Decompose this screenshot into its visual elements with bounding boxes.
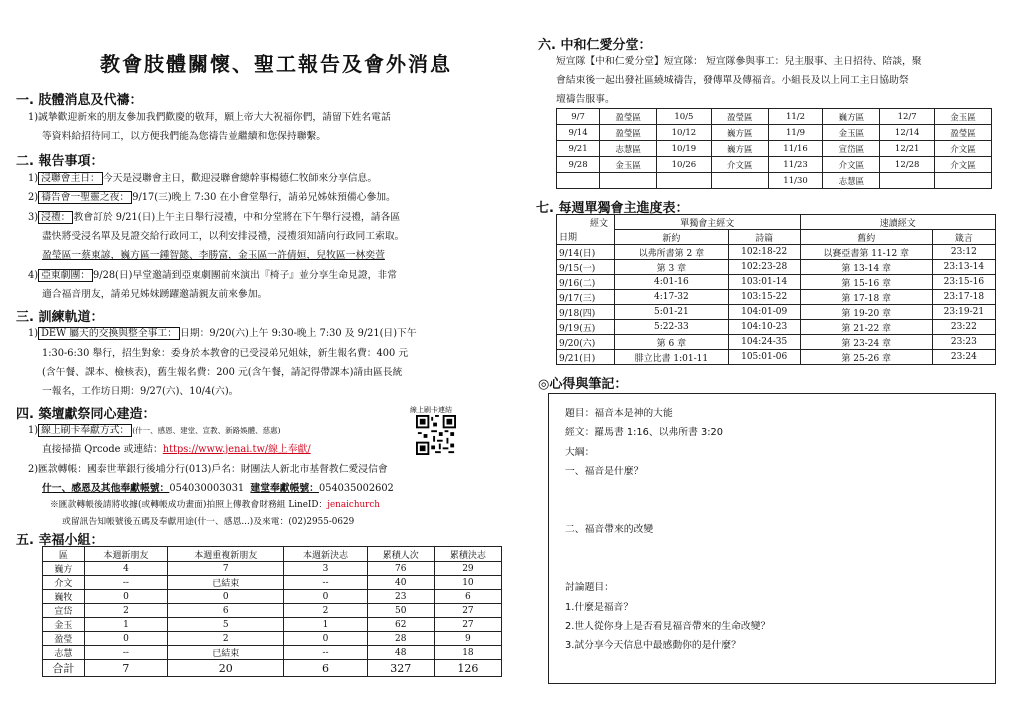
header-new-testament: 新約 [615, 230, 729, 245]
table-cell: 23:13-14 [932, 260, 995, 275]
tithe-account-label: 什一、感恩及其他奉獻帳號： [42, 483, 170, 494]
table-cell: 盈瑩區 [600, 125, 657, 141]
item-2-1-text: 今天是浸聯會主日，歡迎浸聯會總幹事楊德仁牧師來分享信息。 [102, 173, 378, 184]
table-cell: 宣岱 [43, 604, 85, 618]
item-2-4-label: 亞東劇團： [38, 269, 93, 282]
table-cell [657, 173, 712, 189]
table-cell: 104:24-35 [728, 335, 800, 350]
table-cell: 5:01-21 [615, 305, 729, 320]
table-cell: 宣岱區 [823, 141, 880, 157]
section-6-line-1: 短宣隊【中和仁愛分堂】短宣隊： 短宣隊參與事工：兒主服事、主日招待、陪談，聚 [556, 56, 922, 67]
table-cell: 12/7 [880, 109, 935, 125]
table-cell: 巍方 [43, 562, 85, 576]
table-cell: 23:12 [932, 245, 995, 260]
table-total-row [43, 660, 502, 677]
table-cell: 0 [84, 590, 167, 604]
qr-label: 線上刷卡連結 [410, 406, 452, 414]
table-cell: 27 [434, 618, 501, 632]
table-cell: 18 [434, 646, 501, 660]
table-row [557, 157, 992, 173]
notes-outline-1: 一、福音是什麼？ [565, 466, 644, 477]
item-2-3-line-2: 盡快將受浸名單及見證交給行政同工，以利安排浸禮，浸禮須知請向行政同工索取。 [42, 231, 405, 242]
table-cell: 介文區 [935, 157, 992, 173]
table-cell: 介文區 [935, 141, 992, 157]
table-cell: 金玉區 [823, 125, 880, 141]
notes-scripture: 經文：羅馬書 1:16、以弗所書 3:20 [565, 427, 723, 438]
table-cell: 104:01-09 [728, 305, 800, 320]
line-id: jenaichurch [327, 500, 380, 510]
table-cell: 23:19-21 [932, 305, 995, 320]
online-offering-link[interactable]: https://www.jenai.tw/線上奉獻/ [162, 444, 311, 455]
header-psalms: 詩篇 [728, 230, 800, 245]
table-cell: 11/9 [768, 125, 823, 141]
table-row [43, 646, 502, 660]
item-3-1-text: 日期：9/20(六)上午 9:30-晚上 7:30 及 9/21(日)下午 [180, 328, 417, 339]
section-6-heading: 六. 中和仁愛分堂： [538, 38, 652, 53]
item-3-1-line-3: (含午餐、課本、檢核表)，舊生報名費：200 元(含午餐，請記得帶課本)請由區長統 [42, 367, 403, 378]
table-cell: 2 [284, 604, 367, 618]
item-2-1: 1) 浸聯會主日： 今天是浸聯會主日，歡迎浸聯會總幹事楊德仁牧師來分享信息。 [28, 173, 378, 184]
header-main-scripture: 單獨會主經文 [615, 215, 801, 230]
item-2-3-line-3: 盈瑩區一蔡東諺，巍方區一鍾智懿、李勝富，金玉區一許倩姮，兒牧區一林奕萱 [42, 250, 385, 261]
table-cell: 12/21 [880, 141, 935, 157]
table-cell: 以弗所書第 2 章 [615, 245, 729, 260]
table-cell: 第 15-16 章 [800, 275, 932, 290]
table-cell: 104:10-23 [728, 320, 800, 335]
building-account-label: 建堂奉獻帳號： [250, 483, 319, 494]
table-cell: 4:17-32 [615, 290, 729, 305]
notes-box[interactable] [548, 393, 996, 684]
table-cell: 9/14(日) [557, 245, 615, 260]
table-cell: 0 [84, 632, 167, 646]
item-3-1-line-2: 1:30-6:30 舉行，招生對象：委身於本教會的已受浸弟兄姐妹，新生報名費：400 元 [42, 348, 409, 359]
table-row [557, 141, 992, 157]
table-cell: 7 [168, 562, 284, 576]
table-cell: 1 [84, 618, 167, 632]
notes-question-2: 2.世人從你身上是否看見福音帶來的生命改變？ [565, 621, 771, 632]
table-cell: 23:23 [932, 335, 995, 350]
table-cell: 9/16(二) [557, 275, 615, 290]
table-cell: 102:18-22 [728, 245, 800, 260]
item-2-4-text: 9/28(日)早堂邀請到亞東劇團前來演出『椅子』並分享生命見證，非常 [93, 270, 398, 281]
table-cell: 9/7 [557, 109, 600, 125]
table-cell: 5:22-33 [615, 320, 729, 335]
table-header-cell: 區 [43, 547, 85, 562]
table-row [43, 590, 502, 604]
table-cell: 3 [284, 562, 367, 576]
table-cell: 介文區 [711, 157, 768, 173]
table-cell: 第 23-24 章 [800, 335, 932, 350]
notes-outline: 大綱： [565, 447, 595, 458]
table-cell: 23:24 [932, 350, 995, 365]
table-cell: 9/21(日) [557, 350, 615, 365]
table-cell: 103:01-14 [728, 275, 800, 290]
table-cell: 126 [434, 660, 501, 677]
table-row [43, 576, 502, 590]
table-cell: 9/18(四) [557, 305, 615, 320]
table-cell: 盈瑩區 [711, 109, 768, 125]
section-6-line-3: 壇禱告服事。 [556, 94, 615, 105]
table-cell: 11/16 [768, 141, 823, 157]
transfer-note-1-text: ※匯款轉帳後請將收據(或轉帳成功畫面)拍照上傳教會財務組 LineID： [50, 500, 328, 510]
table-cell: 盈瑩區 [600, 109, 657, 125]
table-cell: 志慧 [43, 646, 85, 660]
item-4-2 [28, 460, 388, 479]
table-cell: 23:15-16 [932, 275, 995, 290]
qr-code-icon[interactable] [416, 415, 456, 455]
table-row [557, 245, 996, 260]
table-cell: 10/5 [657, 109, 712, 125]
short-term-mission-table [556, 108, 992, 189]
table-cell: 9/15(一) [557, 260, 615, 275]
item-4-1: 1) 線上刷卡奉獻方式： (什一、感恩、建堂、宣教、新路娛體、慈惠) [28, 425, 281, 436]
item-4-1-label: 線上刷卡奉獻方式： [38, 424, 132, 437]
table-cell: -- [284, 576, 367, 590]
table-cell: 12/28 [880, 157, 935, 173]
section-3-heading: 三. 訓練軌道： [16, 310, 104, 325]
table-cell: 23 [367, 590, 434, 604]
table-row [557, 173, 992, 189]
table-row [557, 305, 996, 320]
header-old-testament: 舊約 [800, 230, 932, 245]
happiness-group-table [42, 546, 502, 677]
item-2-2: 2) 禱告會一聖靈之夜： 9/17(三)晚上 7:30 在小會堂舉行，請弟兄姊妹預備心參加。 [28, 192, 396, 203]
transfer-note-2: 或留訊告知帳號後五碼及奉獻用途(什一、感恩...)及來電：(02)2955-0629 [62, 517, 355, 527]
table-cell: 0 [168, 590, 284, 604]
table-cell: 6 [168, 604, 284, 618]
table-cell: -- [84, 646, 167, 660]
table-cell: 9 [434, 632, 501, 646]
item-4-1-line-2 [42, 440, 311, 459]
table-cell: 29 [434, 562, 501, 576]
item-4-1-link-prefix: 直接掃描 Qrcode 或連結： [42, 444, 163, 455]
table-cell: 第 6 章 [615, 335, 729, 350]
table-header-cell: 本週新決志 [284, 547, 367, 562]
table-cell: 9/17(三) [557, 290, 615, 305]
table-row [557, 275, 996, 290]
table-cell: 27 [434, 604, 501, 618]
notes-question-1: 1.什麼是福音？ [565, 602, 634, 613]
table-header-cell: 累積人次 [367, 547, 434, 562]
table-cell: 巍方區 [711, 125, 768, 141]
table-cell: 志慧區 [600, 141, 657, 157]
notes-question-3: 3.試分享今天信息中最感動你的是什麼？ [565, 640, 741, 651]
table-header-cell: 累積決志 [434, 547, 501, 562]
table-cell: 12/14 [880, 125, 935, 141]
building-account-number: 054035002602 [318, 483, 394, 494]
table-cell: 已結束 [168, 646, 284, 660]
table-cell: 第 17-18 章 [800, 290, 932, 305]
table-cell: 9/14 [557, 125, 600, 141]
table-cell: 2 [168, 632, 284, 646]
table-cell: 40 [367, 576, 434, 590]
reading-schedule-table [556, 214, 996, 365]
section-7-heading: 七. 每週單獨會主進度表： [536, 201, 689, 216]
table-row [43, 604, 502, 618]
table-cell: 盈瑩區 [935, 125, 992, 141]
table-cell: 盈瑩 [43, 632, 85, 646]
header-date: 日期 [557, 230, 615, 245]
item-3-1: 1) DEW 屬天的交換與整全事工： 日期：9/20(六)上午 9:30-晚上 7:30 及 9/21(日)下午 [28, 328, 417, 339]
section-2-heading: 二. 報告事項： [16, 154, 104, 169]
table-cell: 9/19(五) [557, 320, 615, 335]
table-cell: 金玉區 [935, 109, 992, 125]
table-cell: 20 [168, 660, 284, 677]
table-row [43, 562, 502, 576]
table-cell: 62 [367, 618, 434, 632]
item-2-3-text: 教會訂於 9/21(日)上午主日舉行浸禮，中和分堂將在下午舉行浸禮，請各區 [73, 212, 401, 223]
table-cell: 巍牧 [43, 590, 85, 604]
table-cell: 23:17-18 [932, 290, 995, 305]
table-row [557, 320, 996, 335]
table-cell: 金玉區 [600, 157, 657, 173]
table-cell: 4 [84, 562, 167, 576]
table-cell [935, 173, 992, 189]
table-cell: 11/30 [768, 173, 823, 189]
section-4-heading: 四. 築壇獻祭同心建造： [16, 407, 156, 422]
item-2-3-label: 浸禮： [38, 211, 73, 224]
table-row [43, 632, 502, 646]
table-cell: 105:01-06 [728, 350, 800, 365]
table-cell: 48 [367, 646, 434, 660]
table-cell: 28 [367, 632, 434, 646]
section-1-line-2: 等資料給招待同工，以方便我們能為您禱告並繼續和您保持聯繫。 [42, 131, 327, 142]
item-4-1-note: (什一、感恩、建堂、宣教、新路娛體、慈惠) [132, 426, 281, 435]
table-cell: 以賽亞書第 11-12 章 [800, 245, 932, 260]
table-cell: 10/19 [657, 141, 712, 157]
table-row [557, 350, 996, 365]
table-cell: 已結束 [168, 576, 284, 590]
section-6-line-2: 會結束後一起出發社區繞城禱告，發傳單及傳福音。小組長及以上同工主日協助祭 [556, 75, 909, 86]
table-cell: 327 [367, 660, 434, 677]
table-cell: 9/20(六) [557, 335, 615, 350]
table-cell: 介文 [43, 576, 85, 590]
table-cell: 23:22 [932, 320, 995, 335]
page-title: 教會肢體關懷、聖工報告及會外消息 [100, 52, 452, 76]
table-cell: 11/2 [768, 109, 823, 125]
item-2-2-label: 禱告會一聖靈之夜： [38, 191, 132, 204]
table-header-row [43, 547, 502, 562]
section-1-line-1: 1)誠摯歡迎新來的朋友參加我們歡慶的敬拜，願上帝大大祝福你們，請留下姓名電話 [28, 112, 391, 123]
table-cell [880, 173, 935, 189]
header-proverbs: 箴言 [932, 230, 995, 245]
table-cell: 10/12 [657, 125, 712, 141]
table-cell: 10 [434, 576, 501, 590]
table-cell: 第 21-22 章 [800, 320, 932, 335]
table-cell: 腓立比書 1:01-11 [615, 350, 729, 365]
table-cell: 合計 [43, 660, 85, 677]
table-cell: 11/23 [768, 157, 823, 173]
table-cell [711, 173, 768, 189]
table-cell: 第 13-14 章 [800, 260, 932, 275]
header-scripture: 經文 [557, 215, 615, 230]
table-cell: -- [284, 646, 367, 660]
bank-info: 國泰世華銀行後埔分行(013)戶名：財團法人新北市基督教仁愛浸信會 [87, 464, 388, 475]
table-cell [600, 173, 657, 189]
table-row [43, 618, 502, 632]
table-cell: 2 [84, 604, 167, 618]
table-cell: 6 [434, 590, 501, 604]
notes-outline-2: 二、福音帶來的改變 [565, 524, 654, 535]
table-cell: 金玉 [43, 618, 85, 632]
table-cell: -- [84, 576, 167, 590]
table-cell: 志慧區 [823, 173, 880, 189]
table-cell: 9/21 [557, 141, 600, 157]
table-cell: 9/28 [557, 157, 600, 173]
table-row [557, 260, 996, 275]
table-cell: 巍方區 [711, 141, 768, 157]
table-header-cell: 本週新朋友 [84, 547, 167, 562]
table-cell: 6 [284, 660, 367, 677]
table-cell: 0 [284, 590, 367, 604]
table-cell: 76 [367, 562, 434, 576]
item-2-2-text: 9/17(三)晚上 7:30 在小會堂舉行，請弟兄姊妹預備心參加。 [132, 192, 396, 203]
table-header-cell: 本週重複新朋友 [168, 547, 284, 562]
item-2-4: 4) 亞東劇團： 9/28(日)早堂邀請到亞東劇團前來演出『椅子』並分享生命見證，非常 [28, 270, 398, 281]
header-fast-reading: 速讀經文 [800, 215, 995, 230]
table-cell: 7 [84, 660, 167, 677]
table-cell: 102:23-28 [728, 260, 800, 275]
table-row [557, 109, 992, 125]
table-cell: 10/26 [657, 157, 712, 173]
notes-discussion: 討論題目： [565, 582, 614, 593]
section-5-heading: 五. 幸福小組： [16, 533, 104, 548]
section-1-heading: 一. 肢體消息及代禱： [16, 93, 143, 108]
table-cell [557, 173, 600, 189]
item-2-4-line-2: 適合福音朋友，請弟兄姊妹踴躍邀請親友前來參加。 [42, 289, 268, 300]
table-cell: 103:15-22 [728, 290, 800, 305]
item-3-1-line-4: 一報名，工作坊日期：9/27(六)、10/4(六)。 [42, 386, 239, 397]
item-2-3: 3) 浸禮： 教會訂於 9/21(日)上午主日舉行浸禮，中和分堂將在下午舉行浸禮，請各區 [28, 212, 401, 223]
table-cell: 第 19-20 章 [800, 305, 932, 320]
table-row [557, 335, 996, 350]
item-4-2-label: 2)匯款轉帳： [28, 464, 88, 475]
table-cell: 50 [367, 604, 434, 618]
table-cell: 5 [168, 618, 284, 632]
notes-topic: 題目：福音本是神的大能 [565, 408, 673, 419]
table-cell: 1 [284, 618, 367, 632]
table-cell: 巍方區 [823, 109, 880, 125]
item-3-1-label: DEW 屬天的交換與整全事工： [38, 327, 180, 340]
reading-schedule-header-2 [557, 230, 996, 245]
table-cell: 介文區 [823, 157, 880, 173]
table-cell: 第 25-26 章 [800, 350, 932, 365]
item-2-1-label: 浸聯會主日： [38, 172, 103, 185]
table-cell: 第 3 章 [615, 260, 729, 275]
table-cell: 0 [284, 632, 367, 646]
notes-heading: ◎心得與筆記： [538, 377, 628, 392]
tithe-account-number: 054030003031 [169, 483, 245, 494]
table-cell: 4:01-16 [615, 275, 729, 290]
table-row [557, 290, 996, 305]
reading-schedule-header-1 [557, 215, 996, 230]
table-row [557, 125, 992, 141]
